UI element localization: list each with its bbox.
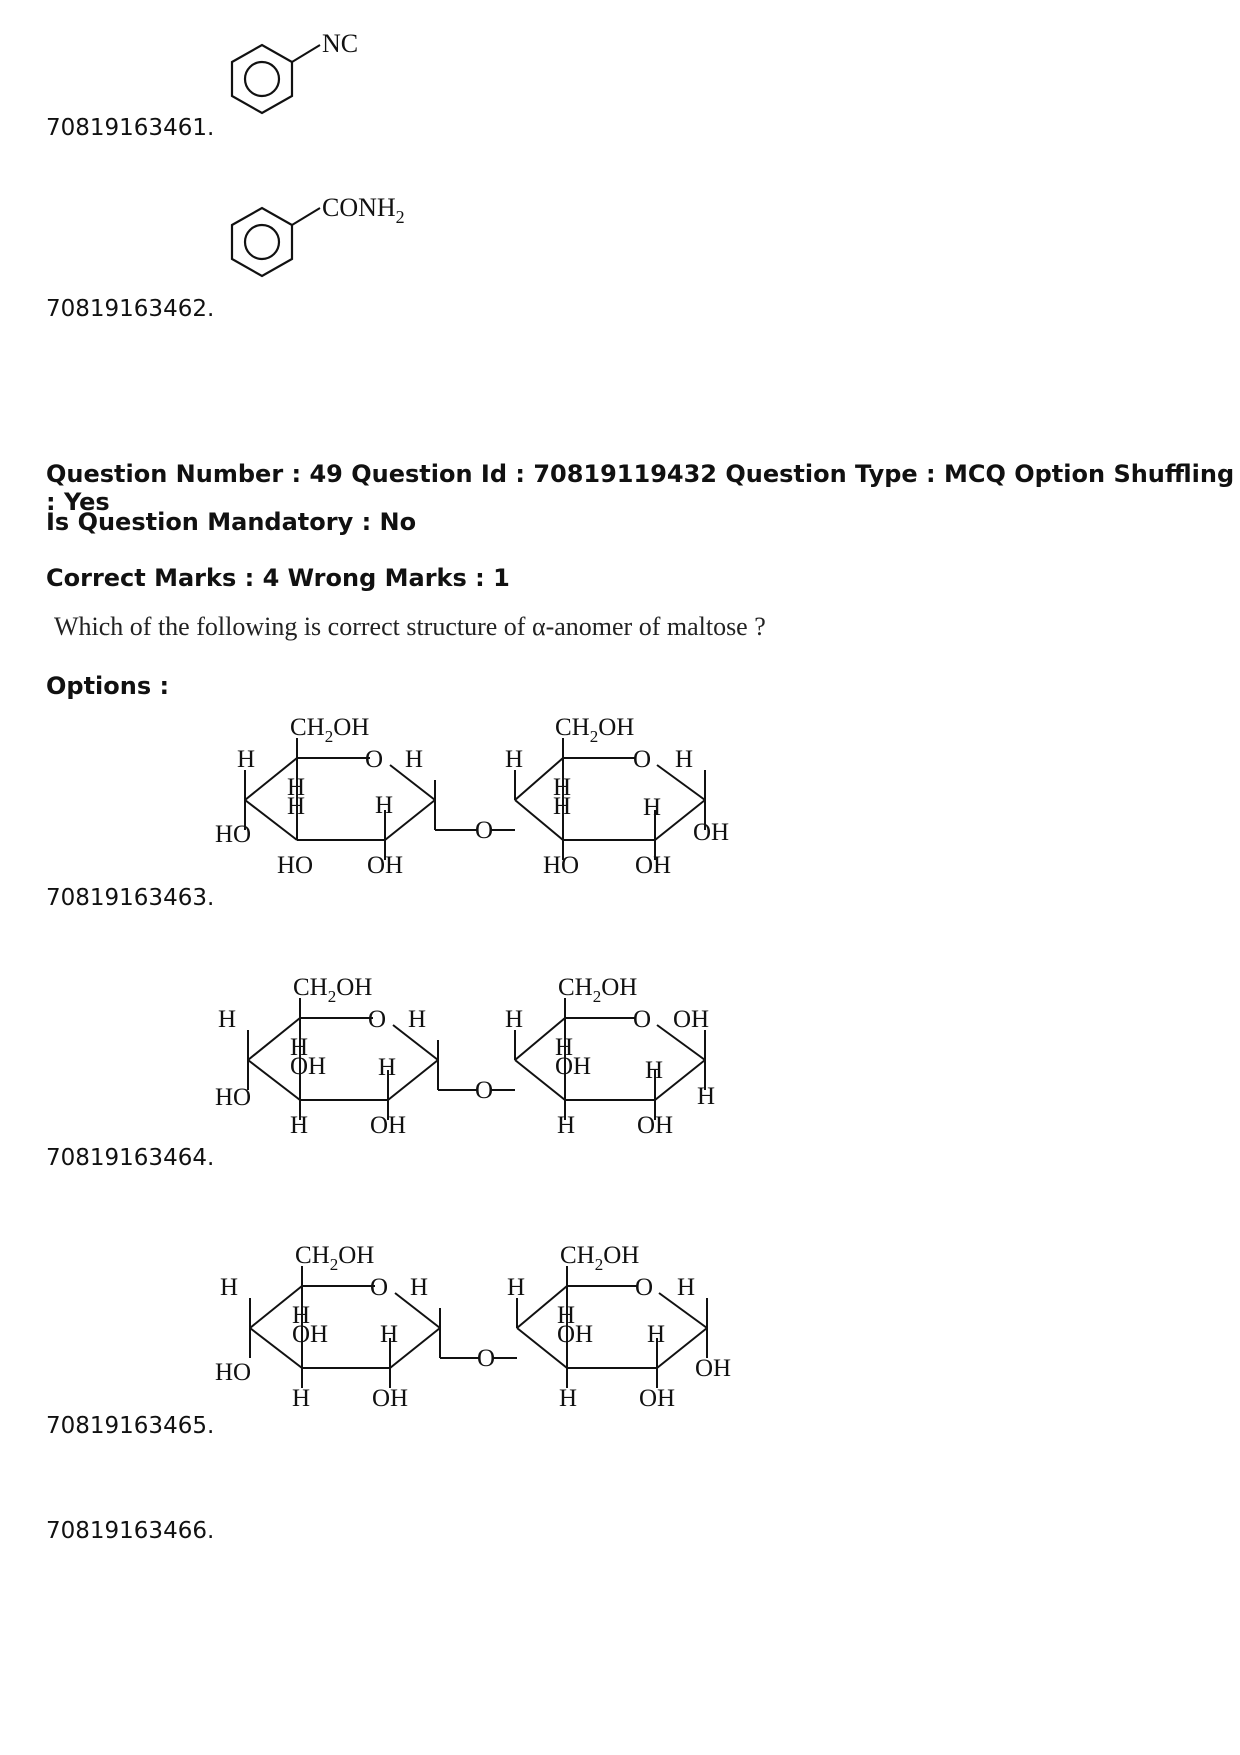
svg-text:H: H: [557, 1302, 576, 1329]
option-id: 70819163466.: [46, 1518, 215, 1544]
svg-text:HO: HO: [215, 1084, 252, 1111]
svg-text:H: H: [697, 1083, 716, 1110]
svg-text:H: H: [290, 1034, 309, 1061]
svg-text:OH: OH: [695, 1355, 732, 1382]
svg-text:H: H: [292, 1302, 311, 1329]
svg-text:H: H: [218, 1006, 237, 1033]
substituent-label: NC: [322, 29, 359, 58]
svg-text:OH: OH: [372, 1385, 409, 1412]
maltose-structure: [215, 1238, 815, 1448]
prev-option-1[interactable]: [0, 0, 600, 160]
svg-text:O: O: [365, 746, 384, 773]
svg-text:H: H: [287, 774, 306, 801]
svg-text:H: H: [290, 1112, 309, 1139]
benzene-structure: [220, 30, 420, 140]
option-id: 70819163461.: [46, 115, 215, 141]
svg-text:H: H: [553, 774, 572, 801]
svg-text:CH2OH: $CH_2OH$: [558, 974, 638, 1006]
svg-text:CH2OH: $CH_2OH$: [295, 1242, 375, 1274]
svg-text:H: H: [410, 1274, 429, 1301]
svg-text:H: H: [237, 746, 256, 773]
option-d[interactable]: [0, 1500, 600, 1560]
svg-text:HO: HO: [277, 852, 314, 879]
svg-text:H: H: [643, 794, 662, 821]
svg-text:H: H: [220, 1274, 239, 1301]
svg-text:OH: OH: [693, 819, 730, 846]
svg-text:H: H: [405, 746, 424, 773]
svg-text:O: O: [368, 1006, 387, 1033]
svg-text:H: H: [505, 746, 524, 773]
svg-text:O: O: [633, 1006, 652, 1033]
svg-text:H: H: [507, 1274, 526, 1301]
svg-text:HO: HO: [543, 852, 580, 879]
option-b[interactable]: [0, 970, 900, 1190]
svg-text:H: H: [647, 1321, 666, 1348]
svg-text:O: O: [475, 817, 494, 844]
svg-text:CH2OH: $CH_2OH$: [560, 1242, 640, 1274]
option-id: 70819163462.: [46, 296, 215, 322]
prev-option-2[interactable]: [0, 180, 600, 330]
svg-text:HO: HO: [215, 821, 252, 848]
svg-text:O: O: [370, 1274, 389, 1301]
benzene-structure: [220, 195, 480, 305]
svg-text:O: O: [635, 1274, 654, 1301]
svg-text:H: H: [380, 1321, 399, 1348]
option-id: 70819163464.: [46, 1145, 215, 1171]
substituent-label: $CONH_2$: [322, 193, 405, 227]
question-text: Which of the following is correct structure of α-anomer of maltose ?: [54, 612, 766, 641]
svg-text:OH: OH: [292, 1321, 329, 1348]
svg-text:O: O: [633, 746, 652, 773]
svg-text:CH2OH: $CH_2OH$: [293, 974, 373, 1006]
svg-text:OH: OH: [635, 852, 672, 879]
svg-text:OH: OH: [639, 1385, 676, 1412]
svg-text:OH: OH: [555, 1053, 592, 1080]
svg-text:O: O: [477, 1345, 496, 1372]
maltose-structure: [215, 710, 815, 920]
svg-text:H: H: [559, 1385, 578, 1412]
svg-text:H: H: [557, 1112, 576, 1139]
svg-text:OH: OH: [367, 852, 404, 879]
svg-text:H: H: [553, 793, 572, 820]
svg-text:H: H: [555, 1034, 574, 1061]
svg-text:OH: OH: [637, 1112, 674, 1139]
option-id: 70819163465.: [46, 1413, 215, 1439]
options-label: Options :: [46, 672, 170, 700]
question-mandatory: Is Question Mandatory : No: [46, 508, 417, 536]
svg-text:OH: OH: [370, 1112, 407, 1139]
svg-text:HO: HO: [215, 1359, 252, 1386]
svg-text:H: H: [675, 746, 694, 773]
svg-text:OH: OH: [290, 1053, 327, 1080]
option-id: 70819163463.: [46, 885, 215, 911]
option-c[interactable]: [0, 1238, 900, 1458]
svg-text:H: H: [287, 793, 306, 820]
svg-text:H: H: [292, 1385, 311, 1412]
svg-text:CH2OH: $CH_2OH$: [555, 714, 635, 746]
svg-text:OH: OH: [673, 1006, 710, 1033]
svg-text:H: H: [408, 1006, 427, 1033]
svg-text:OH: OH: [557, 1321, 594, 1348]
svg-text:H: H: [378, 1054, 397, 1081]
svg-text:H: H: [375, 792, 394, 819]
question-marks: Correct Marks : 4 Wrong Marks : 1: [46, 564, 510, 592]
svg-text:O: O: [475, 1077, 494, 1104]
svg-text:H: H: [505, 1006, 524, 1033]
maltose-structure: [215, 970, 815, 1180]
svg-text:H: H: [677, 1274, 696, 1301]
option-a[interactable]: [0, 710, 900, 930]
svg-text:CH2OH: $CH_2OH$: [290, 714, 370, 746]
question-info-line: Question Number : 49 Question Id : 70819119432 Question Type : MCQ Option Shuffling : Yes: [46, 460, 1235, 516]
svg-text:H: H: [645, 1057, 664, 1084]
